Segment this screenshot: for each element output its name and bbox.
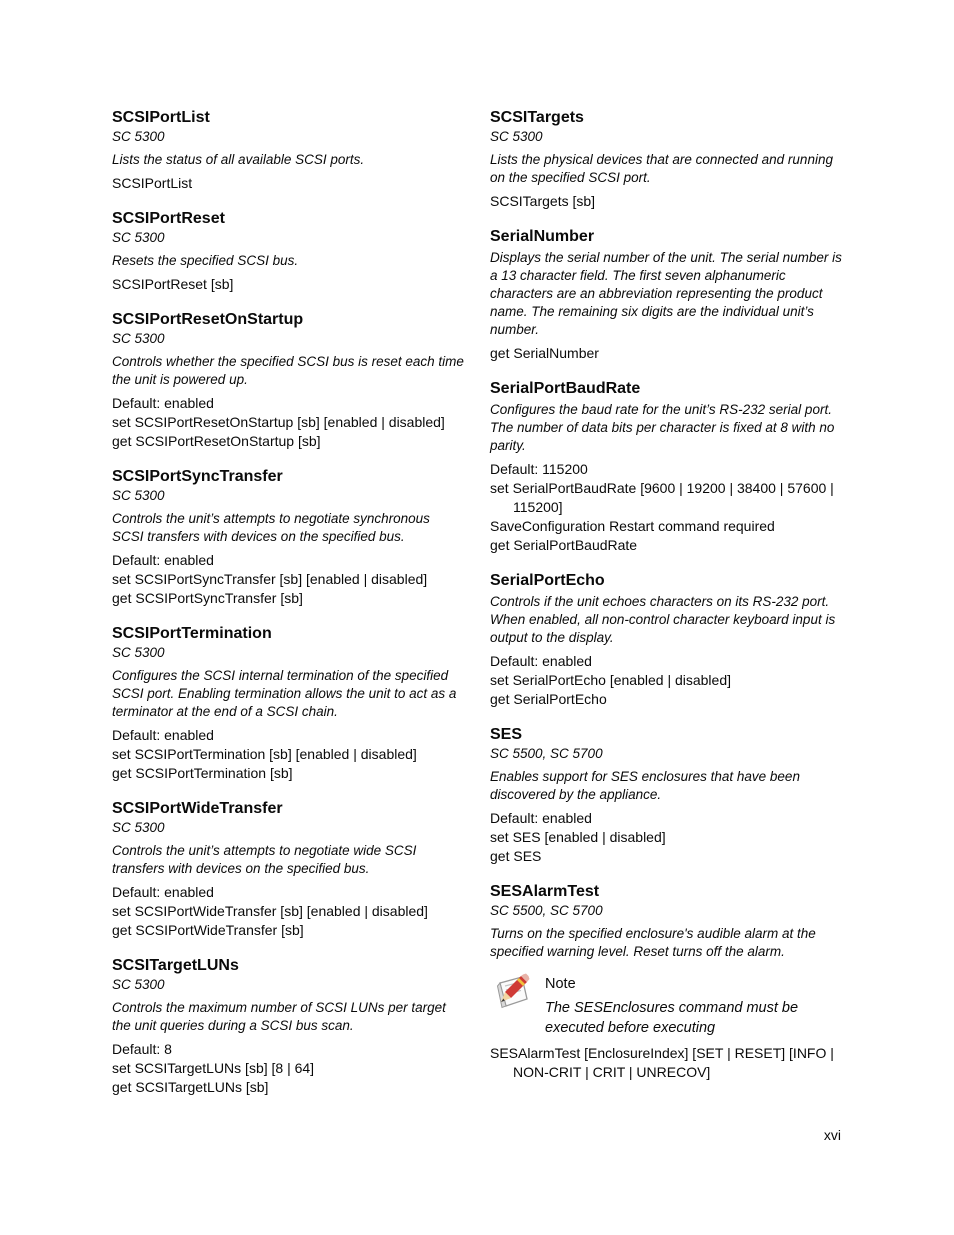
syntax-line: SaveConfiguration Restart command required: [490, 518, 775, 534]
supported-models: SC 5300: [112, 977, 165, 992]
supported-models: SC 5300: [112, 331, 165, 346]
column-right: [490, 108, 848, 1098]
note-body: [545, 973, 817, 1038]
command-name-heading: SerialPortBaudRate: [490, 380, 641, 397]
command-syntax: [112, 551, 470, 608]
syntax-line: get SES: [490, 848, 542, 864]
command-description: Turns on the specified enclosure's audible alarm at the specified warning level. Reset turns off the alarm.: [490, 926, 816, 959]
syntax-line: set SCSIPortResetOnStartup [sb] [enabled | disabled]: [112, 414, 445, 430]
command-syntax: [112, 883, 470, 940]
command-section: [490, 108, 848, 211]
command-name-heading: SCSIPortResetOnStartup: [112, 311, 304, 328]
syntax-line: set SerialPortBaudRate [9600 | 19200 | 38400 | 57600 |: [490, 480, 834, 496]
command-syntax: [112, 394, 470, 451]
command-description: Controls the unit’s attempts to negotiate wide SCSI transfers with devices on the specified bus.: [112, 843, 417, 876]
syntax-line: SCSIPortList: [112, 175, 193, 191]
command-description: Configures the SCSI internal termination of the specified SCSI port. Enabling termination allows the unit to act as a terminator at the end of a SCSI chain.: [112, 668, 457, 719]
syntax-line: get SCSIPortWideTransfer [sb]: [112, 922, 304, 938]
supported-models: SC 5300: [112, 488, 165, 503]
note-callout: [492, 973, 848, 1038]
command-description: Enables support for SES enclosures that have been discovered by the appliance.: [490, 769, 800, 802]
command-section: [490, 571, 848, 709]
syntax-line: SCSIPortReset [sb]: [112, 276, 234, 292]
syntax-line: set SCSIPortSyncTransfer [sb] [enabled | disabled]: [112, 571, 428, 587]
command-section: [490, 227, 848, 363]
command-description: Controls if the unit echoes characters on its RS-232 port. When enabled, all non-control character keyboard input is output to the display.: [490, 594, 836, 645]
supported-models: SC 5300: [112, 820, 165, 835]
syntax-line: get SerialPortBaudRate: [490, 537, 638, 553]
command-name-heading: SCSITargets: [490, 109, 584, 126]
syntax-line: Default: enabled: [112, 395, 214, 411]
command-name-heading: SESAlarmTest: [490, 883, 600, 900]
syntax-line: Default: enabled: [112, 552, 214, 568]
syntax-line: get SCSIPortSyncTransfer [sb]: [112, 590, 303, 606]
command-syntax: [112, 1040, 470, 1097]
syntax-line: NON-CRIT | CRIT | UNRECOV]: [513, 1064, 711, 1080]
command-section: [112, 108, 470, 193]
command-name-heading: SCSIPortWideTransfer: [112, 800, 283, 817]
syntax-line: Default: enabled: [490, 653, 592, 669]
syntax-line: get SerialNumber: [490, 345, 599, 361]
supported-models: SC 5300: [490, 129, 543, 144]
page-number: xvi: [823, 1127, 841, 1143]
command-syntax: [490, 809, 848, 866]
command-description: Lists the status of all available SCSI ports.: [112, 152, 365, 167]
command-section: [112, 467, 470, 608]
syntax-line: set SCSIPortWideTransfer [sb] [enabled | disabled]: [112, 903, 428, 919]
command-syntax: [112, 726, 470, 783]
command-name-heading: SerialNumber: [490, 228, 595, 245]
supported-models: SC 5300: [112, 645, 165, 660]
command-description: Controls whether the specified SCSI bus is reset each time the unit is powered up.: [112, 354, 464, 387]
command-name-heading: SES: [490, 726, 523, 743]
command-name-heading: SCSIPortList: [112, 109, 210, 126]
syntax-line: 115200]: [513, 499, 563, 515]
syntax-line: Default: enabled: [112, 727, 214, 743]
command-description: Configures the baud rate for the unit’s RS-232 serial port. The number of data bits per character is fixed at 8 with no parity.: [490, 402, 835, 453]
syntax-line: SESAlarmTest [EnclosureIndex] [SET | RESET] [INFO |: [490, 1045, 834, 1061]
supported-models: SC 5300: [112, 129, 165, 144]
command-section: [490, 882, 848, 1082]
command-name-heading: SCSIPortReset: [112, 210, 225, 227]
command-syntax: [490, 192, 848, 211]
command-section: [112, 956, 470, 1097]
column-left: [112, 108, 470, 1113]
syntax-line: get SerialPortEcho: [490, 691, 607, 707]
syntax-line: Default: 8: [112, 1041, 172, 1057]
command-description: Controls the maximum number of SCSI LUNs per target the unit queries during a SCSI bus scan.: [112, 1000, 446, 1033]
command-name-heading: SCSIPortTermination: [112, 625, 272, 642]
command-description: Displays the serial number of the unit. The serial number is a 13 character field. The first seven alphanumeric characters are an abbreviation representing the product name. The remaining six digits are the individual unit’s number.: [490, 250, 842, 337]
command-name-heading: SCSITargetLUNs: [112, 957, 239, 974]
note-label: Note: [545, 976, 576, 992]
command-description: Controls the unit’s attempts to negotiate synchronous SCSI transfers with devices on the specified bus.: [112, 511, 430, 544]
syntax-line: get SCSIPortResetOnStartup [sb]: [112, 433, 321, 449]
command-section: [112, 209, 470, 294]
command-syntax: [112, 275, 470, 294]
command-name-heading: SCSIPortSyncTransfer: [112, 468, 283, 485]
syntax-line: get SCSITargetLUNs [sb]: [112, 1079, 269, 1095]
command-section: [112, 310, 470, 451]
command-section: [112, 624, 470, 783]
syntax-line: set SES [enabled | disabled]: [490, 829, 666, 845]
command-syntax: [490, 344, 848, 363]
syntax-line: Default: 115200: [490, 461, 588, 477]
syntax-line: set SerialPortEcho [enabled | disabled]: [490, 672, 732, 688]
syntax-line: set SCSIPortTermination [sb] [enabled | disabled]: [112, 746, 417, 762]
command-description: Lists the physical devices that are connected and running on the specified SCSI port.: [490, 152, 833, 185]
supported-models: SC 5300: [112, 230, 165, 245]
command-syntax: [112, 174, 470, 193]
syntax-line: get SCSIPortTermination [sb]: [112, 765, 293, 781]
syntax-line: set SCSITargetLUNs [sb] [8 | 64]: [112, 1060, 315, 1076]
command-section: [490, 725, 848, 866]
supported-models: SC 5500, SC 5700: [490, 746, 603, 761]
syntax-line: SCSITargets [sb]: [490, 193, 596, 209]
syntax-line: Default: enabled: [112, 884, 214, 900]
command-syntax: [490, 460, 848, 555]
supported-models: SC 5500, SC 5700: [490, 903, 603, 918]
syntax-line: Default: enabled: [490, 810, 592, 826]
command-name-heading: SerialPortEcho: [490, 572, 605, 589]
command-syntax: [490, 1044, 848, 1082]
command-syntax: [490, 652, 848, 709]
command-description: Resets the specified SCSI bus.: [112, 253, 299, 268]
note-text: The SESEnclosures command must be executed before executing: [545, 1000, 799, 1036]
command-section: [490, 379, 848, 555]
note-notepad-pencil-icon: [492, 973, 532, 1013]
command-section: [112, 799, 470, 940]
